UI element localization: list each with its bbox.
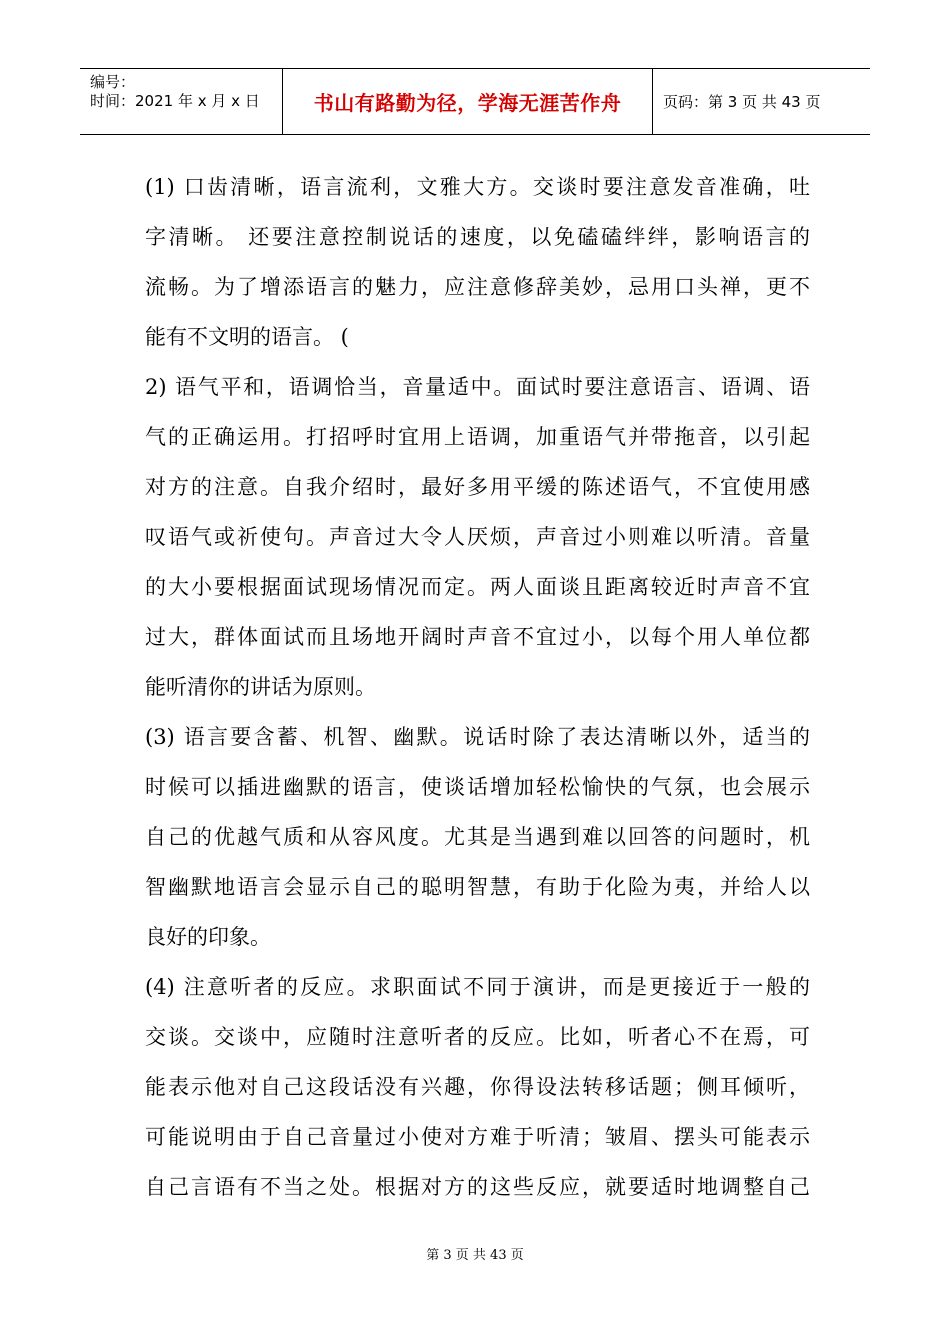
paragraph-3 <box>145 712 810 962</box>
paragraph-4 <box>145 962 810 1212</box>
text-line: 自己的优越气质和从容风度。尤其是当遇到难以回答的问题时，机 <box>145 825 810 849</box>
paragraph-2 <box>145 362 810 712</box>
header-motto: 书山有路勤为径，学海无涯苦作舟 <box>283 69 653 134</box>
text-line: 智幽默地语言会显示自己的聪明智慧，有助于化险为夷，并给人以 <box>145 875 810 899</box>
header-page-info: 页码：第 3 页 共 43 页 <box>663 93 821 111</box>
text-line: 对方的注意。自我介绍时，最好多用平缓的陈述语气，不宜使用感 <box>145 475 810 499</box>
text-line: (3) 语言要含蓄、机智、幽默。说话时除了表达清晰以外，适当的 <box>145 725 810 749</box>
text-line: 能表示他对自己这段话没有兴趣，你得设法转移话题；侧耳倾听， <box>145 1075 810 1099</box>
text-line: (1) 口齿清晰，语言流利，文雅大方。交谈时要注意发音准确，吐 <box>145 175 810 199</box>
text-line: 可能说明由于自己音量过小使对方难于听清；皱眉、摆头可能表示 <box>145 1125 810 1149</box>
page-footer: 第 3 页 共 43 页 <box>426 1248 524 1263</box>
text-line: 2) 语气平和，语调恰当，音量适中。面试时要注意语言、语调、语 <box>145 375 810 399</box>
text-line: 气的正确运用。打招呼时宜用上语调，加重语气并带拖音，以引起 <box>145 425 810 449</box>
text-line: 能听清你的讲话为原则。 <box>145 675 376 699</box>
document-time-label: 时间：2021 年 x 月 x 日 <box>90 92 260 110</box>
text-line: 能有不文明的语言。 ( <box>145 325 349 349</box>
paragraph-1 <box>145 162 810 362</box>
text-line: 叹语气或祈使句。声音过大令人厌烦，声音过小则难以听清。音量 <box>145 525 810 549</box>
text-line: 自己言语有不当之处。根据对方的这些反应，就要适时地调整自己 <box>145 1175 810 1199</box>
document-number-label: 编号： <box>90 73 136 91</box>
text-line: 良好的印象。 <box>145 925 271 949</box>
text-line: 的大小要根据面试现场情况而定。两人面谈且距离较近时声音不宜 <box>145 575 810 599</box>
page-header <box>80 68 870 135</box>
document-body <box>145 162 810 1212</box>
header-meta <box>80 69 283 134</box>
text-line: (4) 注意听者的反应。求职面试不同于演讲，而是更接近于一般的 <box>145 975 810 999</box>
text-line: 流畅。为了增添语言的魅力，应注意修辞美妙，忌用口头禅，更不 <box>145 275 810 299</box>
text-line: 字清晰。 还要注意控制说话的速度，以免磕磕绊绊，影响语言的 <box>145 225 810 249</box>
text-line: 时候可以插进幽默的语言，使谈话增加轻松愉快的气氛，也会展示 <box>145 775 810 799</box>
text-line: 交谈。交谈中，应随时注意听者的反应。比如，听者心不在焉，可 <box>145 1025 810 1049</box>
text-line: 过大，群体面试而且场地开阔时声音不宜过小，以每个用人单位都 <box>145 625 810 649</box>
